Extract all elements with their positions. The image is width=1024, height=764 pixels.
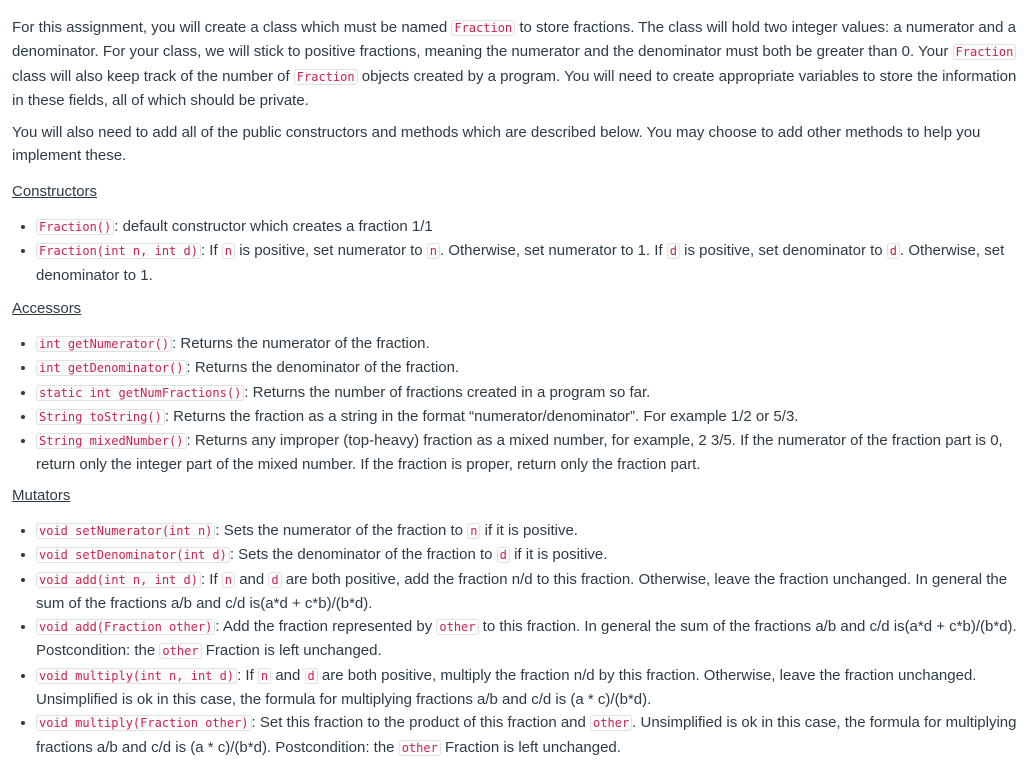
inline-code: n [258,668,271,684]
inline-code: other [159,643,201,659]
intro-paragraph-methods: You will also need to add all of the public constructors and methods which are described below. You may choose to add other methods to help you implement these. [12,124,981,165]
inline-code: n [427,243,440,259]
list-item: • String toString() : Returns the fraction as a string in the format “numerator/denominator”. For example 1/2 or 5/3. [36,405,1018,429]
inline-code: d [667,243,680,259]
list-item: • int getNumerator() : Returns the numerator of the fraction. [36,332,1018,356]
inline-code: Fraction [451,20,515,36]
intro-paragraph: For this assignment, you will create a class which must be named Fraction to store fractions. The class will hold two integer values: a numerator and a denominator. For your class, we will stick to positive fractions, meaning the numerator and the denominator must both be greater than 0. Your Fraction class will also keep track of the number of Fraction objects created by a program. You will need to create appropriate variables to store the information in these fields, all of which should be private. [12,19,1017,109]
inline-code: n [467,523,480,539]
inline-code: void multiply(Fraction other) [36,715,252,731]
section-heading-mutators: Mutators [12,487,71,504]
list-item: • int getDenominator() : Returns the denominator of the fraction. [36,356,1018,380]
inline-code: void setNumerator(int n) [36,523,215,539]
inline-code: int getNumerator() [36,336,172,352]
list-item: • Fraction() : default constructor which creates a fraction 1/1 [36,215,1018,239]
inline-code: d [305,668,318,684]
inline-code: other [590,715,632,731]
inline-code: d [268,572,281,588]
inline-code: static int getNumFractions() [36,385,244,401]
inline-code: String toString() [36,409,165,425]
inline-code: n [222,572,235,588]
inline-code: int getDenominator() [36,360,187,376]
inline-code: Fraction(int n, int d) [36,243,201,259]
list-item: • void add(int n, int d) : If n and d are both positive, add the fraction n/d to this fraction. Otherwise, leave the fraction unchanged. In general the sum of the fractions a/b and c/d is(a*d + c*b)/(b*d). [36,568,1018,616]
section-heading-constructors: Constructors [12,183,98,200]
mutators-list [12,519,1018,760]
list-item: • String mixedNumber() : Returns any improper (top-heavy) fraction as a mixed number, for example, 2 3/5. If the numerator of the fraction part is 0, return only the integer part of the mixed number. If the fraction is proper, return only the fraction part. [36,429,1018,477]
list-item: • void setDenominator(int d) : Sets the denominator of the fraction to d if it is positive. [36,543,1018,567]
accessors-list [12,332,1018,477]
inline-code: Fraction [953,44,1017,60]
inline-code: void multiply(int n, int d) [36,668,237,684]
inline-code: Fraction() [36,219,114,235]
inline-code: d [497,547,510,563]
inline-code: Fraction [294,69,358,85]
constructors-list [12,215,1018,287]
list-item: • void multiply(int n, int d) : If n and d are both positive, multiply the fraction n/d by this fraction. Otherwise, leave the fraction unchanged. Unsimplified is ok in this case, the formula for multiplying fractions a/b and c/d is (a * c)/(b*d). [36,664,1018,712]
inline-code: other [436,619,478,635]
inline-code: n [222,243,235,259]
list-item: • void multiply(Fraction other) : Set this fraction to the product of this fraction and other . Unsimplified is ok in this case, the formula for multiplying fractions a/b and c/d is (a * c)/(b*d). Postcondition: the other Fraction is left unchanged. [36,711,1018,760]
section-heading-accessors: Accessors [12,300,82,317]
inline-code: void add(int n, int d) [36,572,201,588]
list-item: • static int getNumFractions() : Returns the number of fractions created in a program so far. [36,381,1018,405]
inline-code: String mixedNumber() [36,433,187,449]
inline-code: d [887,243,900,259]
inline-code: other [399,740,441,756]
inline-code: void add(Fraction other) [36,619,215,635]
inline-code: void setDenominator(int d) [36,547,230,563]
list-item: • void add(Fraction other) : Add the fraction represented by other to this fraction. In general the sum of the fractions a/b and c/d is(a*d + c*b)/(b*d). Postcondition: the other Fraction is left unchanged. [36,615,1018,664]
list-item: • Fraction(int n, int d) : If n is positive, set numerator to n . Otherwise, set numerator to 1. If d is positive, set denominator to d . Otherwise, set denominator to 1. [36,239,1018,287]
list-item: • void setNumerator(int n) : Sets the numerator of the fraction to n if it is positive. [36,519,1018,543]
